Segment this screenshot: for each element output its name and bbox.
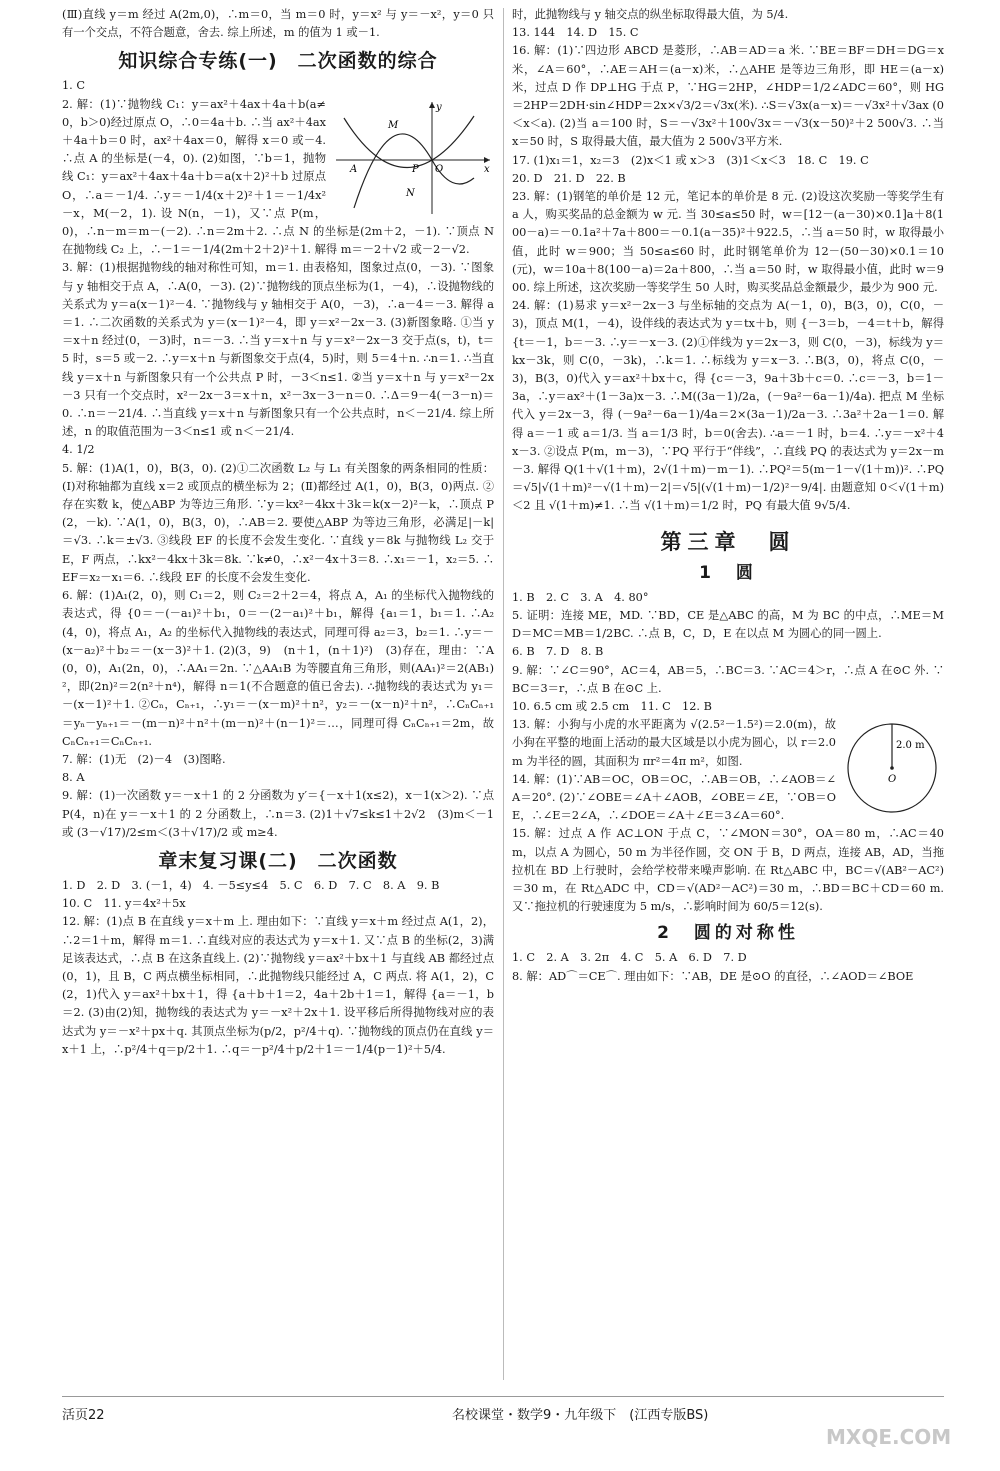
answer-review-12: 12. 解：(1)点 B 在直线 y＝x＋m 上. 理由如下：∵直线 y＝x＋m 经过点 A(1，2)，∴2＝1＋m，解得 m＝1. ∴直线对应的表达式为 y＝x＋1. 又∵点 B 的坐标(2，3)满足该表达式，∴点 B 在这条直线上. (2)∵抛物线 y＝ax²＋bx＋1 与直线 AB 都经过点(0，1)，且 B，C 两点横坐标相同，∴此抛物线只能经过 A，C 两点. 将 A(1，2)，C(2，1)代入 y＝ax²＋bx＋1，得 {a＋b＋1＝2，4a＋2b＋1＝1，解得 {a＝－1，b＝2. (3)由(2)知，抛物线的表达式为 y＝－x²＋2x＋1. 设平移后所得抛物线对应的表达式为 y＝－x²＋px＋q. 其顶点坐标为(p/2，p²/4＋q). ∵抛物线的顶点仍在直线 y＝x＋1 上，∴p²/4＋q＝p/2＋1. ∴q＝－p²/4＋p/2＋1＝－1/4(p－1)²＋5/4. [62, 915, 494, 1056]
answer-q6: 6. 解：(1)A₁(2，0)，则 C₁＝2，则 C₂＝2＋2＝4，将点 A，A₁ 的坐标代入抛物线的表达式，得 {0＝－(－a₁)²＋b₁，0＝－(2－a₁)²＋b₁，解得 {a₁＝1，b₁＝1. ∴A₂(4，0)，将点 A₁，A₂ 的坐标代入抛物线的表达式，同理可得 a₂＝3，b₂＝1. ∴y＝－(x－a₂)²＋b₂＝－(x－3)²＋1. (2)(3，9) (n＋1，(n＋1)²) (3)存在，理由：∵A(0，0)，A₁(2n，0)，∴AA₁＝2n. ∵△AA₁B 为等腰直角三角形，则(AA₁)²＝2(AB₁)²，即(2n)²＝2(n²＋n⁴)，解得 n＝1(不合题意的值已舍去). ∴抛物线的表达式为 y₁＝－(x－1)²＋1. ②Cₙ，Cₙ₊₁，∴y₁＝－(x－m)²＋n²，y₂＝－(x－n)²＋n²，∴CₙCₙ₊₁＝yₙ－yₙ₊₁＝－(m－n)²＋n²＋(m－n)²＋(n－1)²＝…，同理可得 CₙCₙ₊₁＝2m，故 CₙCₙ₊₁＝CₙCₙ₊₁. [62, 589, 494, 748]
answer-q2: 2. 解：(1)∵抛物线 C₁：y＝ax²＋4ax＋4a＋b(a≠0，b＞0)经过原点 O，∴0＝4a＋b. ∴当 ax²＋4ax＋4a＋b＝0 时，ax²＋4ax＝0，解得 x＝0 或－4. ∴点 A 的坐标是(－4，0). (2)如图，∵b＝1，抛物线 C₁：y＝ax²＋4ax＋4a＋b＝a(x＋2)²＋b 过原点 O，∴a＝－1/4. ∴y＝－1/4(x＋2)²＋1＝－1/4x²－x，M(－2，1). 设 N(n，－1)，又∵点 P(m，0)，∴n－m＝m－(－2). ∴n＝2m＋2. ∴点 N 的坐标是(2m＋2，－1). ∵顶点 N 在抛物线 C₂ 上，∴－1＝－1/4(2m＋2＋2)²＋1. 解得 m＝－2＋√2 或－2－√2. [62, 97, 494, 257]
footer-divider [62, 1396, 944, 1397]
answer-q4: 4. 1/2 [62, 443, 95, 457]
carry-over-text: (Ⅲ)直线 y＝m 经过 A(2m,0)，∴m＝0，当 m＝0 时，y＝x² 与 y＝－x²，y＝0 只有一个交点，不符合题意，舍去. 综上所述，m 的值为 1 或－1. [62, 8, 494, 40]
answer-q8: 8. A [62, 771, 85, 785]
fig-label-y: y [436, 101, 442, 113]
fig-label-m: M [388, 119, 399, 131]
carry-over-text-right: 时，此抛物线与 y 轴交点的纵坐标取得最大值，为 5/4. [512, 8, 789, 21]
answer-q7: 7. 解：(1)无 (2)－4 (3)图略. [62, 752, 226, 766]
footer-book-info: 名校课堂・数学9・九年级下 (江西专版BS) [452, 1408, 709, 1423]
circle-radius-label: 2.0 m [896, 740, 925, 752]
fig-label-n: N [406, 187, 415, 199]
right-column [512, 6, 944, 986]
answer-review-13-15: 13. 144 14. D 15. C [512, 26, 639, 40]
answer-q1: 1. C [62, 79, 86, 93]
site-watermark [822, 1410, 982, 1460]
answer-q3: 3. 解：(1)根据抛物线的轴对称性可知，m＝1. 由表格知，图象过点(0，－3). ∵图象与 y 轴相交于点 A，∴A(0，－3). (2)∵抛物线的顶点坐标为(1，－4)，∴设抛物线的关系式为 y＝a(x－1)²－4. ∵抛物线与 y 轴相交于 A(0，－3)，∴a－4＝－3. 解得 a＝1. ∴二次函数的关系式为 y＝(x－1)²－4，即 y＝x²－2x－3. (3)新图象略. ①当 y＝x＋n 经过(0，－3)时，n＝－3. ∴当 y＝x＋n 与 y＝x²－2x－3 交于点(s，t)，t＝5 时，s＝5 或－2. ∴y＝x＋n 与新图象交于点(4，5)时，则 5＝4＋n. ∴n＝1. ∴当直线 y＝x＋n 与新图象只有一个公共点 P 时，－3＜n≤1. ②当 y＝x＋n 与 y＝x²－2x－3 只有一个交点时，x²－2x－3＝x＋n，x²－3x－3－n＝0. ∴Δ＝9－4(－3－n)＝0. ∴n＝－21/4. ∴当直线 y＝x＋n 与新图象只有一个公共点时，n＜－21/4. 综上所述，n 的取值范围为－3＜n≤1 或 n＜－21/4. [62, 261, 494, 439]
answer-circle-6-8: 6. B 7. D 8. B [512, 645, 604, 659]
circle-figure [844, 718, 944, 818]
answer-review-24: 24. 解：(1)易求 y＝x²－2x－3 与坐标轴的交点为 A(－1，0)，B(3，0)，C(0，－3)，顶点 M(1，－4)，设伴线的表达式为 y＝tx＋b，则 {－3＝b，－4＝t＋b，解得 {t＝－1，b＝－3. ∴y＝－x－3. (2)①伴线为 y＝2x－3，则 C(0，－3)，标线为 y＝kx－3k，则 C(0，－3k)，∴k＝1. ∴标线为 y＝x－3. ∴B(3，0)，将点 C(0，－3)，B(3，0)代入 y＝ax²＋bx＋c，得 {c＝－3，9a＋3b＋c＝0. ∴c＝－3，b＝1－3a，∴y＝ax²＋(1－3a)x－3. ∴M((3a－1)/2a，(－9a²－6a－1)/4a). 把点 M 坐标代入 y＝2x－3，得 (－9a²－6a－1)/4a＝2×(3a－1)/2a－3. ∴3a²＋2a－1＝0. 解得 a＝－1 或 a＝1/3. 当 a＝1/3 时，b＝0(舍去). ∴a＝－1 时，b＝4. ∴y＝－x²＋4x－3. ②设点 P(m，m－3)，∵PQ 平行于“伴线”，∴直线 PQ 的表达式为 y＝2x－m－3. 解得 Q(1＋√(1＋m)，2√(1＋m)－m－1). ∴PQ²＝5(m－1－√(1＋m))². ∴PQ＝√5|√(1＋m)²－√(1＋m)－2|＝√5|(√(1＋m)－1/2)²－9/4|. 由题意知 0＜√(1＋m)＜2 且 √(1＋m)≠1. ∴当 √(1＋m)＝1/2 时，PQ 有最大值 9√5/4. [512, 299, 944, 513]
answer-review-23: 23. 解：(1)钢笔的单价是 12 元，笔记本的单价是 8 元. (2)设这次奖励一等奖学生有 a 人，购买奖品的总金额为 w 元. 当 30≤a≤50 时，w＝[12－(a－30)×0.1]a＋8(100－a)＝－0.1a²＋7a＋800＝－0.1(a－35)²＋922.5，∴当 a＝50 时，w 取得最小值，此时 w＝900；当 50≤a≤60 时，此时钢笔单价为 12－(50－30)×0.1＝10(元)，w＝10a＋8(100－a)＝2a＋800，∴当 a＝50 时，w 取得最小值，此时 w＝900. 综上所述，这次奖励一等奖学生 50 人时，购买奖品总金额最少，最少为 900 元. [512, 190, 944, 295]
answer-circle-5: 5. 证明：连接 ME，MD. ∵BD，CE 是△ABC 的高，M 为 BC 的中点，∴ME＝MD＝MC＝MB＝1/2BC. ∴点 B，C，D，E 在以点 M 为圆心的同一圆上. [512, 608, 944, 641]
section-title-comprehensive: 知识综合专练(一) 二次函数的综合 [118, 50, 438, 73]
page-footer [62, 1400, 944, 1424]
answer-circle-14: 14. 解：(1)∵AB＝OC，OB＝OC，∴AB＝OB，∴∠AOB＝∠A＝20°. (2)∵∠OBE＝∠A＋∠AOB，∠OBE＝∠E，∵OB＝OE，∴∠E＝2∠A，∴∠DOE＝∠A＋∠E＝3∠A＝60°. [512, 772, 836, 823]
lesson-title-circle: 1 圆 [699, 562, 757, 583]
answer-review-1-9: 1. D 2. D 3. (－1，4) 4. －5≤y≤4 5. C 6. D 7. C 8. A 9. B [62, 878, 440, 892]
answer-circle-15: 15. 解：过点 A 作 AC⊥ON 于点 C，∵∠MON＝30°，OA＝80 m，∴AC＝40 m，以点 A 为圆心，50 m 为半径作圆，交 ON 于 B，D 两点，连接 AB，AD，当拖拉机在 BD 上行驶时，会给学校带来噪声影响. 在 Rt△ABC 中，BC＝√(AB²－AC²)＝30 m，在 Rt△ADC 中，CD＝√(AD²－AC²)＝30 m，∴BD＝BC＋CD＝60 m. 又∵拖拉机的行驶速度为 5 m/s，∴影响时间为 60/5＝12(s). [512, 827, 944, 914]
parabola-figure [334, 98, 494, 216]
answer-symmetry-8: 8. 解：AD⌒＝CE⌒. 理由如下：∵AB，DE 是⊙O 的直径，∴∠AOD＝∠BOE [512, 969, 914, 983]
footer-page-label: 活页22 [62, 1408, 105, 1423]
fig-label-p: P [412, 163, 419, 175]
answer-review-17-19: 17. (1)x₁＝1，x₂＝3 (2)x＜1 或 x＞3 (3)1＜x＜3 18. C 19. C [512, 153, 869, 167]
watermark-text: MXQE.COM [826, 1425, 952, 1449]
fig-label-o: O [435, 163, 444, 175]
answer-review-16: 16. 解：(1)∵四边形 ABCD 是菱形，∴AB＝AD＝a 米. ∵BE＝BF＝DH＝DG＝x 米，∠A＝60°，∴AE＝AH＝(a－x)米，∴△AHE 是等边三角形，即 HE＝(a－x)米，过点 D 作 DP⊥HG 于点 P，∵HG＝2HP，∠HDP＝1/2∠ADC＝60°，则 HG＝2HP＝2DH·sin∠HDP＝2x×√3/2＝√3x(米). ∴S＝√3x(a－x)＝－√3x²＋√3ax (0＜x＜a). (2)当 a＝100 时，S＝－√3x²＋100√3x＝－√3(x－50)²＋2 500√3. ∴当 x＝50 时，S 取得最大值，最大值为 2 500√3平方米. [512, 44, 944, 149]
fig-label-x: x [484, 163, 490, 175]
answer-circle-9: 9. 解：∵∠C＝90°，AC＝4，AB＝5，∴BC＝3. ∵AC＝4＞r，∴点 A 在⊙C 外. ∵BC＝3＝r，∴点 B 在⊙C 上. [512, 663, 944, 695]
answer-q5: 5. 解：(1)A(1，0)，B(3，0). (2)①二次函数 L₂ 与 L₁ 有关图象的两条相同的性质：(Ⅰ)对称轴都为直线 x＝2 或顶点的横坐标为 2；(Ⅱ)都经过 A(1，0)，B(3，0)两点. ②存在实数 k，使△ABP 为等边三角形. ∵y＝kx²－4kx＋3k＝k(x－2)²－k，∴顶点 P(2，－k). ∵A(1，0)，B(3，0)，∴AB＝2. 要使△ABP 为等边三角形，必满足|－k|＝√3. ∴k＝±√3. ③线段 EF 的长度不会发生变化. ∵直线 y＝8k 与抛物线 L₂ 交于 E，F 两点，∴kx²－4kx＋3k＝8k. ∵k≠0，∴x²－4x＋3＝8. ∴x₁＝－1，x₂＝5. ∴EF＝x₂－x₁＝6. ∴线段 EF 的长度不会发生变化. [62, 461, 494, 584]
answer-q9: 9. 解：(1)一次函数 y＝－x＋1 的 2 分函数为 y′＝{－x＋1(x≤2)，x－1(x＞2). ∵点 P(4，n)在 y＝－x＋1 的 2 分函数上，∴n＝3. (2)1＋√7≤k≤1＋2√2 (3)m＜－1 或 (3－√17)/2≤m＜(3＋√17)/2 或 m≥4. [62, 789, 494, 839]
left-column [62, 6, 494, 1059]
circle-center-label: O [888, 774, 897, 786]
column-divider [503, 8, 504, 1380]
answer-symmetry-1-7: 1. C 2. A 3. 2π 4. C 5. A 6. D 7. D [512, 951, 747, 965]
answer-circle-13: 13. 解：小狗与小虎的水平距离为 √(2.5²－1.5²)＝2.0(m)，故小狗在平整的地面上活动的最大区域是以小虎为圆心，以 r＝2.0 m 为半径的圆，其面积为 πr²＝4π m²，如图. [512, 718, 836, 768]
fig-label-a: A [350, 163, 358, 175]
answer-circle-1-4: 1. B 2. C 3. A 4. 80° [512, 590, 649, 604]
section-title-chapter-review: 章末复习课(二) 二次函数 [158, 849, 398, 872]
lesson-title-symmetry: 2 圆的对称性 [657, 923, 799, 944]
answer-review-10-11: 10. C 11. y＝4x²＋5x [62, 897, 186, 911]
answer-circle-10-12: 10. 6.5 cm 或 2.5 cm 11. C 12. B [512, 699, 712, 713]
chapter-title: 第三章 圆 [660, 529, 796, 554]
answer-review-20-22: 20. D 21. D 22. B [512, 171, 626, 185]
